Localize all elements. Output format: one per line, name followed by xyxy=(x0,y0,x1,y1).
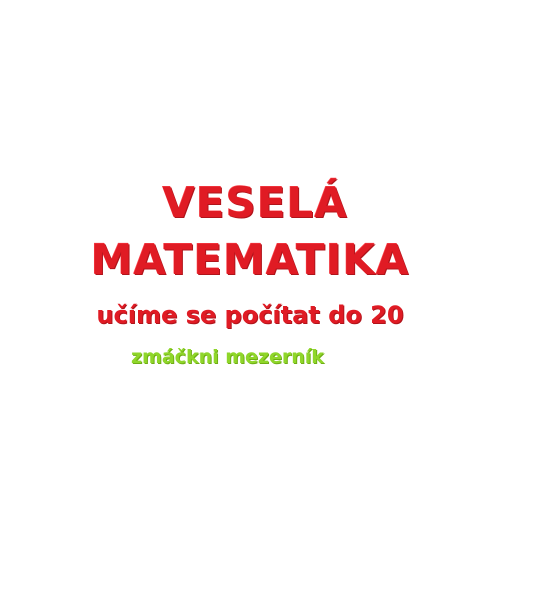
game-title-line-2: MATEMATIKA xyxy=(90,235,410,284)
game-title-line-1: VESELÁ xyxy=(162,178,348,227)
game-subtitle: učíme se počítat do 20 xyxy=(96,301,404,329)
press-space-hint[interactable]: zmáčkni mezerník xyxy=(131,346,324,368)
